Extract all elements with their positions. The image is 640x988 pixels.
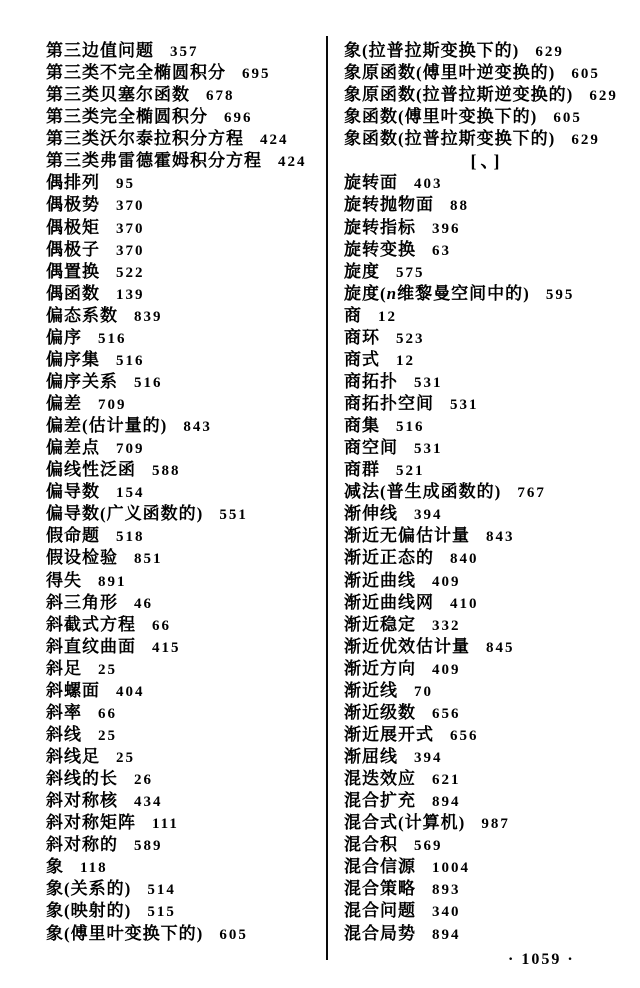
index-entry (344, 349, 630, 371)
entry-page: 656 (450, 727, 479, 744)
entry-page: 531 (414, 441, 443, 458)
index-entry (344, 790, 630, 812)
index-entry (344, 62, 630, 84)
index-entry (46, 680, 332, 702)
entry-page: 891 (98, 573, 127, 590)
index-entry (46, 194, 332, 216)
index-entry (344, 702, 630, 724)
index-entry (344, 217, 630, 239)
entry-page: 415 (152, 639, 181, 656)
entry-term: 渐近正态的 (344, 548, 434, 568)
entry-term: 斜对称的 (46, 835, 118, 855)
entry-term: 混合扩充 (344, 791, 416, 811)
entry-term: 象 (46, 857, 64, 877)
entry-page: 410 (450, 595, 479, 612)
entry-term: 商拓扑 (344, 371, 398, 391)
entry-page: 66 (98, 705, 117, 722)
entry-page: 25 (116, 750, 135, 766)
entry-term: 象(关系的) (46, 879, 132, 899)
entry-page: 709 (116, 441, 145, 458)
entry-term: 第三类完全椭圆积分 (46, 107, 208, 127)
entry-page: 409 (432, 661, 461, 678)
entry-term: 混合信源 (344, 857, 416, 877)
entry-page: 332 (432, 617, 461, 634)
page-number: · 1059 · (508, 951, 575, 968)
entry-term: 斜螺面 (46, 680, 100, 700)
index-entry (46, 525, 332, 547)
index-entry (46, 261, 332, 283)
entry-page: 516 (134, 374, 163, 391)
entry-term: 象原函数(拉普拉斯逆变换的) (344, 85, 574, 105)
entry-term: 斜直纹曲面 (46, 636, 136, 656)
index-entry (46, 834, 332, 856)
entry-term: 斜线的长 (46, 769, 118, 789)
entry-term: 混合式(计算机) (344, 813, 466, 833)
entry-term: 偏差(估计量的) (46, 416, 168, 436)
entry-term: 商环 (344, 327, 380, 347)
entry-term: 斜足 (46, 658, 82, 678)
index-entry (344, 614, 630, 636)
entry-page: 709 (98, 397, 127, 413)
entry-page: 516 (396, 419, 425, 436)
index-entry (344, 570, 630, 592)
index-entry (344, 393, 630, 415)
entry-page: 678 (206, 88, 235, 105)
entry-page: 111 (152, 816, 179, 833)
entry-term: 偏导数(广义函数的) (46, 504, 204, 524)
index-entry (344, 768, 630, 790)
entry-term: 渐近曲线 (344, 570, 416, 590)
entry-term: 渐近展开式 (344, 724, 434, 744)
index-column-right (344, 40, 630, 945)
index-entry (46, 459, 332, 481)
entry-term: 假命题 (46, 526, 100, 546)
entry-page: 340 (432, 904, 461, 921)
entry-term: 偏线性泛函 (46, 460, 136, 480)
index-entry (46, 84, 332, 106)
entry-term: 旋转抛物面 (344, 195, 434, 215)
index-entry (46, 327, 332, 349)
entry-page: 605 (553, 110, 582, 127)
entry-page: 12 (396, 352, 415, 369)
entry-page: 1004 (432, 860, 470, 877)
entry-term: 象函数(傅里叶变换下的) (344, 107, 538, 127)
entry-term: 第三边值问题 (46, 41, 154, 60)
index-entry (46, 393, 332, 415)
entry-page: 531 (414, 374, 443, 391)
entry-page: 370 (116, 220, 145, 237)
entry-page: 843 (486, 529, 515, 546)
entry-page: 696 (224, 110, 253, 127)
entry-page: 569 (414, 838, 443, 855)
entry-page: 521 (396, 463, 425, 480)
entry-page: 118 (80, 860, 108, 877)
index-entry (46, 724, 332, 746)
entry-term: 象(傅里叶变换下的) (46, 923, 204, 943)
entry-term: 混合积 (344, 835, 398, 855)
entry-term: 偏导数 (46, 482, 100, 502)
entry-term: 偶排列 (46, 173, 100, 193)
entry-page: 370 (116, 198, 145, 215)
index-entry (46, 900, 332, 922)
entry-page: 987 (481, 816, 510, 833)
index-entry (46, 547, 332, 569)
entry-term: 第三类不完全椭圆积分 (46, 63, 226, 83)
index-entry (344, 128, 630, 150)
entry-page: 840 (450, 551, 479, 568)
index-entry (46, 812, 332, 834)
entry-term: 第三类沃尔泰拉积分方程 (46, 129, 244, 149)
index-entry (344, 194, 630, 216)
entry-term: 偏序集 (46, 349, 100, 369)
entry-term: 渐近稳定 (344, 614, 416, 634)
entry-page: 523 (396, 330, 425, 347)
entry-page: 396 (432, 220, 461, 237)
entry-page: 394 (414, 750, 443, 766)
entry-page: 551 (219, 507, 248, 524)
entry-term: 渐近级数 (344, 702, 416, 722)
entry-page: 588 (152, 463, 181, 480)
index-entry (46, 658, 332, 680)
entry-term: 渐近曲线网 (344, 592, 434, 612)
entry-term: 斜对称核 (46, 791, 118, 811)
index-entry (344, 371, 630, 393)
entry-page: 589 (134, 838, 163, 855)
entry-term: 偏差点 (46, 438, 100, 458)
index-entry (46, 592, 332, 614)
entry-page: 394 (414, 507, 443, 524)
entry-term: 偶置换 (46, 261, 100, 281)
index-entry (46, 128, 332, 150)
entry-page: 695 (242, 66, 271, 83)
entry-term: 偶极势 (46, 195, 100, 215)
entry-page: 26 (134, 772, 153, 789)
index-entry (46, 570, 332, 592)
index-entry (344, 658, 630, 680)
index-entry (344, 856, 630, 878)
index-entry (344, 812, 630, 834)
index-column-left (46, 40, 332, 945)
entry-page: 25 (98, 661, 117, 678)
entry-term: 斜截式方程 (46, 614, 136, 634)
entry-page: 514 (147, 882, 176, 899)
entry-term: 混合策略 (344, 879, 416, 899)
entry-page: 139 (116, 286, 145, 303)
index-entry (46, 702, 332, 724)
index-entry (344, 437, 630, 459)
index-entry (344, 636, 630, 658)
entry-page: 88 (450, 198, 469, 215)
index-entry (46, 856, 332, 878)
entry-term: 第三类弗雷德霍姆积分方程 (46, 151, 262, 171)
entry-term: 偶极子 (46, 239, 100, 259)
entry-term: 渐近优效估计量 (344, 636, 470, 656)
index-entry (46, 415, 332, 437)
index-entry (46, 614, 332, 636)
entry-page: 893 (432, 882, 461, 899)
index-entry (344, 481, 630, 503)
index-entry (344, 459, 630, 481)
entry-term: 偶极矩 (46, 217, 100, 237)
entry-page: 839 (134, 308, 163, 325)
entry-term: 偏序 (46, 327, 82, 347)
entry-term: 渐屈线 (344, 747, 398, 766)
column-divider-rule (326, 36, 328, 960)
entry-page: 522 (116, 264, 145, 281)
index-entry (46, 349, 332, 371)
entry-term: 商式 (344, 349, 380, 369)
entry-page: 370 (116, 242, 145, 259)
index-entry (344, 261, 630, 283)
entry-page: 12 (378, 308, 397, 325)
index-entry (46, 636, 332, 658)
index-entry (344, 525, 630, 547)
entry-page: 154 (116, 485, 145, 502)
entry-page: 516 (116, 352, 145, 369)
entry-term: 混合局势 (344, 923, 416, 943)
entry-page: 404 (116, 683, 145, 700)
index-entry (344, 283, 630, 305)
index-entry (46, 371, 332, 393)
entry-page: 95 (116, 176, 135, 193)
index-entry (46, 503, 332, 525)
index-entry (46, 305, 332, 327)
entry-page: 621 (432, 772, 461, 789)
index-entry (46, 768, 332, 790)
entry-page: 629 (589, 88, 618, 105)
index-entry (344, 923, 630, 945)
entry-term: 渐伸线 (344, 504, 398, 524)
entry-term: 旋转指标 (344, 217, 416, 237)
index-entry (344, 305, 630, 327)
entry-term: 偏差 (46, 394, 82, 413)
entry-page: 46 (134, 595, 153, 612)
index-entry (344, 878, 630, 900)
index-entry (344, 415, 630, 437)
entry-page: 845 (486, 639, 515, 656)
entry-term: 斜线 (46, 724, 82, 744)
index-entry (46, 481, 332, 503)
entry-term: 减法(普生成函数的) (344, 482, 502, 502)
index-entry (344, 547, 630, 569)
entry-term: 象(拉普拉斯变换下的) (344, 41, 520, 60)
entry-page: 515 (147, 904, 176, 921)
entry-term: 得失 (46, 570, 82, 590)
entry-page: 516 (98, 330, 127, 347)
entry-page: 629 (535, 44, 564, 60)
entry-page: 434 (134, 794, 163, 811)
entry-page: 894 (432, 794, 461, 811)
index-entry (344, 327, 630, 349)
index-entry (46, 106, 332, 128)
index-entry (344, 592, 630, 614)
entry-page: 518 (116, 529, 145, 546)
index-entry (344, 239, 630, 261)
index-entry (344, 106, 630, 128)
entry-page: 63 (432, 242, 451, 259)
index-entry (46, 150, 332, 172)
index-entry (46, 283, 332, 305)
index-entry (344, 172, 630, 194)
index-entry (344, 84, 630, 106)
entry-term: 斜线足 (46, 747, 100, 766)
index-entry (344, 900, 630, 922)
entry-page: 629 (571, 132, 600, 149)
entry-term: 旋度 (344, 261, 380, 281)
entry-page: 66 (152, 617, 171, 634)
entry-term: 渐近方向 (344, 658, 416, 678)
entry-page: 70 (414, 683, 433, 700)
entry-term: 商 (344, 305, 362, 325)
index-entry (46, 172, 332, 194)
entry-term: 偏序关系 (46, 371, 118, 391)
entry-page: 605 (219, 926, 248, 943)
entry-term: 第三类贝塞尔函数 (46, 85, 190, 105)
entry-term: 偶函数 (46, 283, 100, 303)
entry-term: 象函数(拉普拉斯变换下的) (344, 129, 556, 149)
index-entry (344, 746, 630, 768)
index-entry (46, 217, 332, 239)
entry-term: 偏态系数 (46, 305, 118, 325)
index-entry (46, 62, 332, 84)
entry-term: 商空间 (344, 438, 398, 458)
entry-page: 424 (278, 154, 307, 171)
entry-term: 商集 (344, 416, 380, 436)
index-entry (46, 437, 332, 459)
index-entry (46, 790, 332, 812)
entry-page: 403 (414, 176, 443, 193)
entry-page: 767 (517, 485, 546, 502)
entry-page: 605 (571, 66, 600, 83)
entry-page: 575 (396, 264, 425, 281)
index-entry (46, 878, 332, 900)
entry-term: 旋转面 (344, 173, 398, 193)
section-header: [、] (470, 151, 504, 172)
entry-page: 357 (170, 44, 199, 60)
entry-term: 渐近无偏估计量 (344, 526, 470, 546)
entry-page: 531 (450, 397, 479, 413)
index-entry (46, 923, 332, 945)
entry-page: 894 (432, 926, 461, 943)
entry-term: 假设检验 (46, 548, 118, 568)
entry-page: 851 (134, 551, 163, 568)
index-entry (344, 834, 630, 856)
index-entry (46, 746, 332, 768)
index-entry (46, 239, 332, 261)
entry-term: 斜率 (46, 702, 82, 722)
entry-term: 混迭效应 (344, 769, 416, 789)
entry-term: 旋度(n维黎曼空间中的) (344, 283, 530, 303)
entry-page: 595 (545, 286, 575, 303)
index-entry (344, 503, 630, 525)
entry-term: 象原函数(傅里叶逆变换的) (344, 63, 556, 83)
entry-term: 商拓扑空间 (344, 394, 434, 413)
index-entry (46, 40, 332, 62)
entry-page: 25 (98, 727, 117, 744)
entry-term: 象(映射的) (46, 901, 132, 921)
entry-term: 斜对称矩阵 (46, 813, 136, 833)
entry-page: 424 (260, 132, 289, 149)
entry-term: 旋转变换 (344, 239, 416, 259)
entry-term: 斜三角形 (46, 592, 118, 612)
entry-page: 409 (432, 573, 461, 590)
entry-term: 渐近线 (344, 680, 398, 700)
index-entry (344, 680, 630, 702)
index-entry (344, 40, 630, 62)
entry-term: 混合问题 (344, 901, 416, 921)
entry-page: 843 (183, 419, 212, 436)
entry-term: 商群 (344, 460, 380, 480)
index-entry (344, 724, 630, 746)
entry-page: 656 (432, 705, 461, 722)
